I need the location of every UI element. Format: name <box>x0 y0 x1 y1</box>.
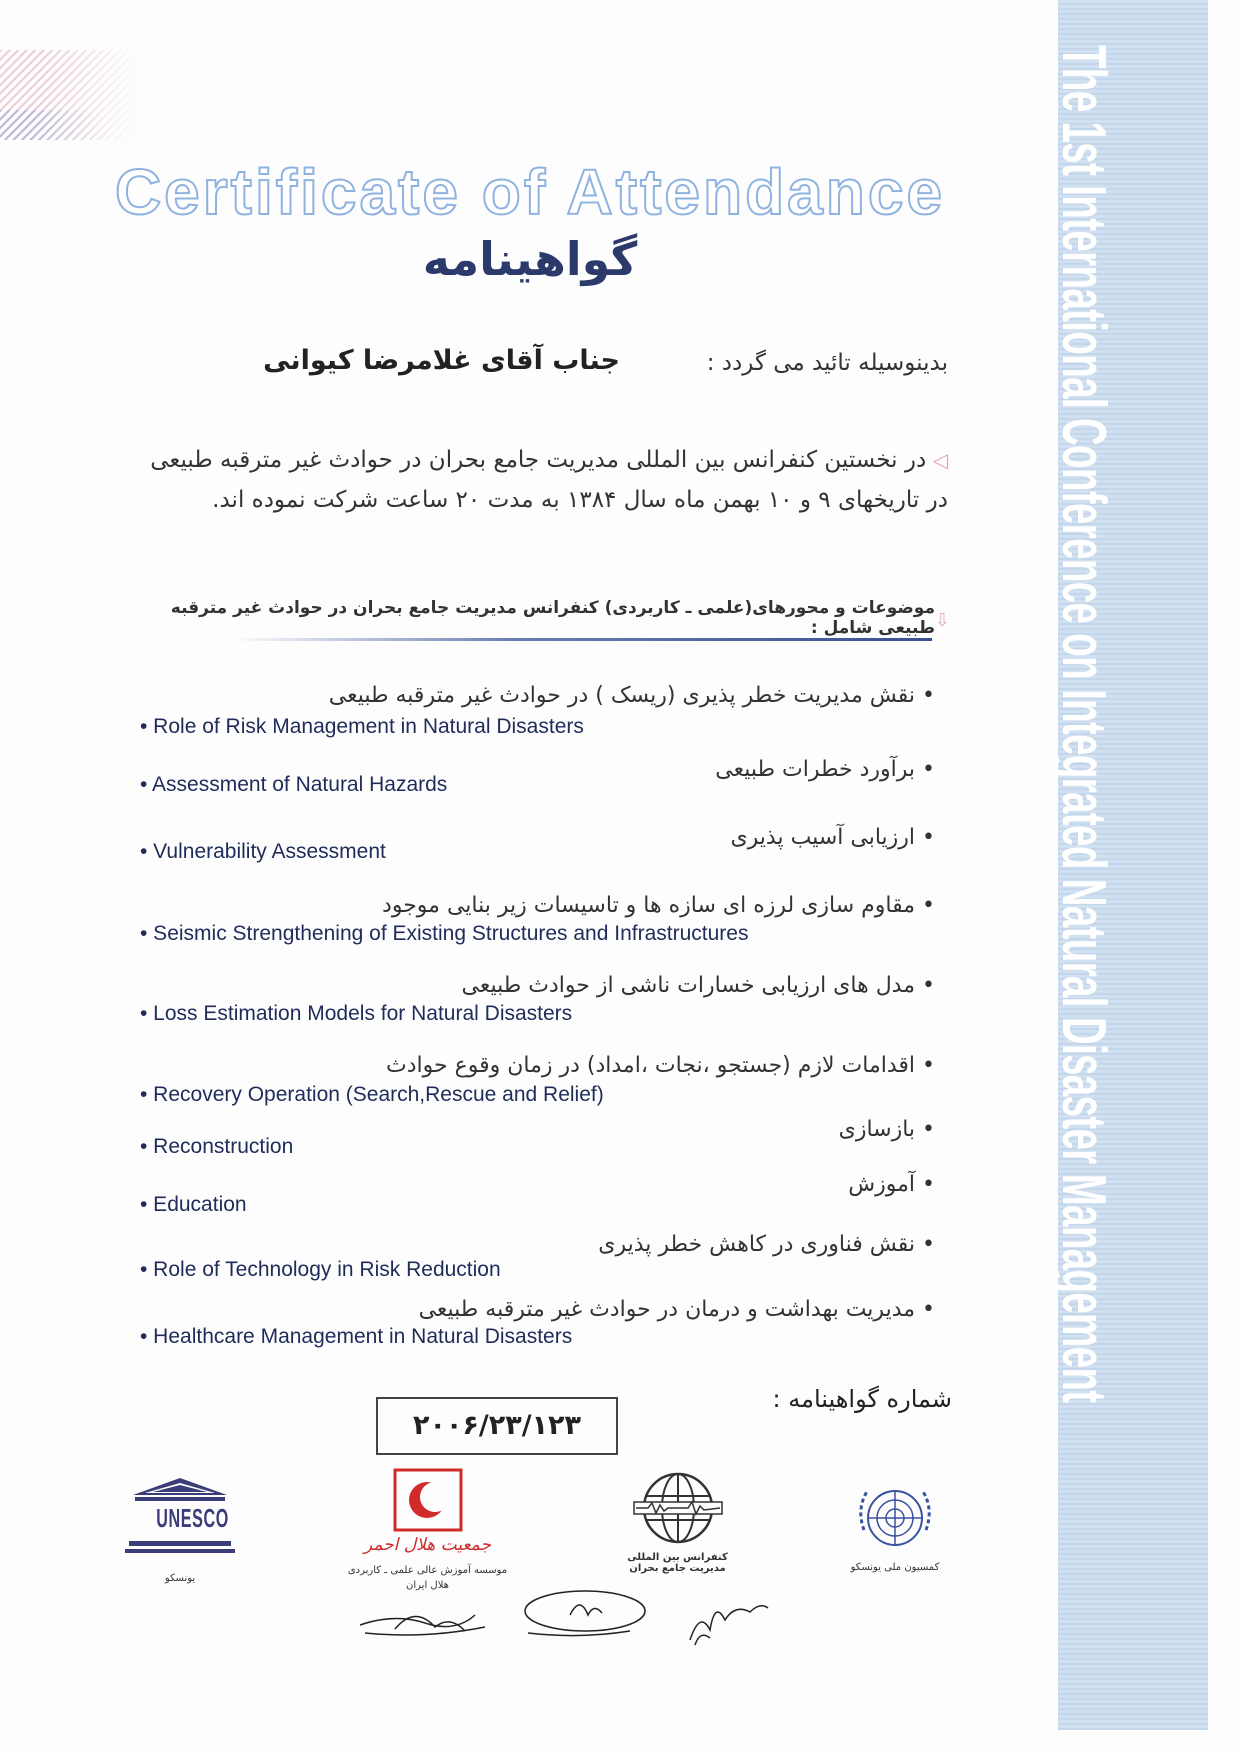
topic-item-fa: • برآورد خطرات طبیعی <box>715 757 935 782</box>
topic-item-fa: • بازسازی <box>838 1117 935 1142</box>
unesco-logo <box>125 1475 235 1584</box>
topic-item-fa: • نقش مدیریت خطر پذیری (ریسک ) در حوادث غیر مترقبه طبیعی <box>328 683 935 708</box>
topic-item-en: • Recovery Operation (Search,Rescue and Relief) <box>140 1083 604 1106</box>
signature-1 <box>355 1595 495 1645</box>
topic-item-fa: • مدل های ارزیابی خسارات ناشی از حوادث طبیعی <box>461 973 935 998</box>
certificate-number-label: شماره گواهینامه : <box>772 1385 952 1413</box>
topic-item-fa: • مقاوم سازی لرزه ای سازه ها و تاسیسات زیر بنایی موجود <box>382 893 935 918</box>
red-crescent-logo <box>345 1468 510 1593</box>
topic-item-en: • Assessment of Natural Hazards <box>140 773 448 796</box>
topic-item-en: • Education <box>140 1193 247 1216</box>
topic-item-en: • Seismic Strengthening of Existing Structures and Infrastructures <box>140 922 749 945</box>
conference-caption: کنفرانس بین المللی مدیریت جامع بحران <box>627 1552 728 1574</box>
topic-item-en: • Loss Estimation Models for Natural Disasters <box>140 1002 573 1025</box>
topic-item-en: • Vulnerability Assessment <box>140 840 386 863</box>
topics-marker-icon: ⇩ <box>934 610 950 631</box>
confirmation-intro: بدینوسیله تائید می گردد : <box>706 350 948 376</box>
red-crescent-icon <box>393 1468 463 1532</box>
topic-item-fa: • نقش فناوری در کاهش خطر پذیری <box>598 1232 935 1257</box>
signature-3 <box>680 1590 770 1650</box>
commission-logo <box>835 1478 955 1573</box>
title-english: Certificate of Attendance <box>114 156 946 228</box>
globe-icon <box>628 1468 728 1548</box>
topic-item-en: • Role of Technology in Risk Reduction <box>140 1258 501 1281</box>
unesco-caption: یونسکو <box>164 1573 196 1584</box>
certificate-number-box: ۲۰۰۶/۲۳/۱۲۳ <box>376 1397 618 1455</box>
red-crescent-title: جمعیت هلال احمر <box>363 1535 492 1555</box>
topic-item-fa: • ارزیابی آسیب پذیری <box>730 825 935 850</box>
recipient-name: جناب آقای غلامرضا کیوانی <box>263 345 620 376</box>
topic-item-en: • Reconstruction <box>140 1135 294 1158</box>
topic-item-fa: • آموزش <box>848 1172 935 1197</box>
topics-heading: موضوعات و محورهای(علمی ـ کاربردی) کنفرانس مدیریت جامع بحران در حوادث غیر مترقبه طبیعی شامل : <box>170 598 935 638</box>
commission-caption: کمسیون ملی یونسکو <box>850 1562 940 1573</box>
topic-item-en: • Role of Risk Management in Natural Disasters <box>140 715 584 738</box>
topic-item-fa: • مدیریت بهداشت و درمان در حوادث غیر مترقبه طبیعی <box>418 1297 935 1322</box>
conference-logo <box>620 1468 735 1574</box>
corner-decoration-blue <box>0 110 100 140</box>
red-crescent-caption: موسسه آموزش عالی علمی ـ کاربردی هلال ایران <box>347 1565 508 1591</box>
statement-line-2: در تاریخهای ۹ و ۱۰ بهمن ماه سال ۱۳۸۴ به مدت ۲۰ ساعت شرکت نموده اند. <box>212 487 948 513</box>
triangle-icon: ◁ <box>926 448 948 472</box>
side-band-title: The 1st International Conference on Integrated Natural Disaster Management <box>1049 45 1118 1403</box>
statement-line-1: ◁ در نخستین کنفرانس بین المللی مدیریت جامع بحران در حوادث غیر مترقبه طبیعی <box>150 447 948 473</box>
attendance-statement <box>68 440 948 520</box>
unesco-wordmark: UNESCO <box>156 1503 229 1533</box>
un-emblem-icon <box>850 1478 940 1558</box>
topic-item-en: • Healthcare Management in Natural Disasters <box>140 1325 573 1348</box>
title-persian: گواهینامه <box>422 232 638 286</box>
topic-item-fa: • اقدامات لازم (جستجو ،نجات ،امداد) در زمان وقوع حوادث <box>386 1053 935 1078</box>
topics-divider <box>232 638 932 641</box>
signature-2 <box>520 1585 650 1645</box>
